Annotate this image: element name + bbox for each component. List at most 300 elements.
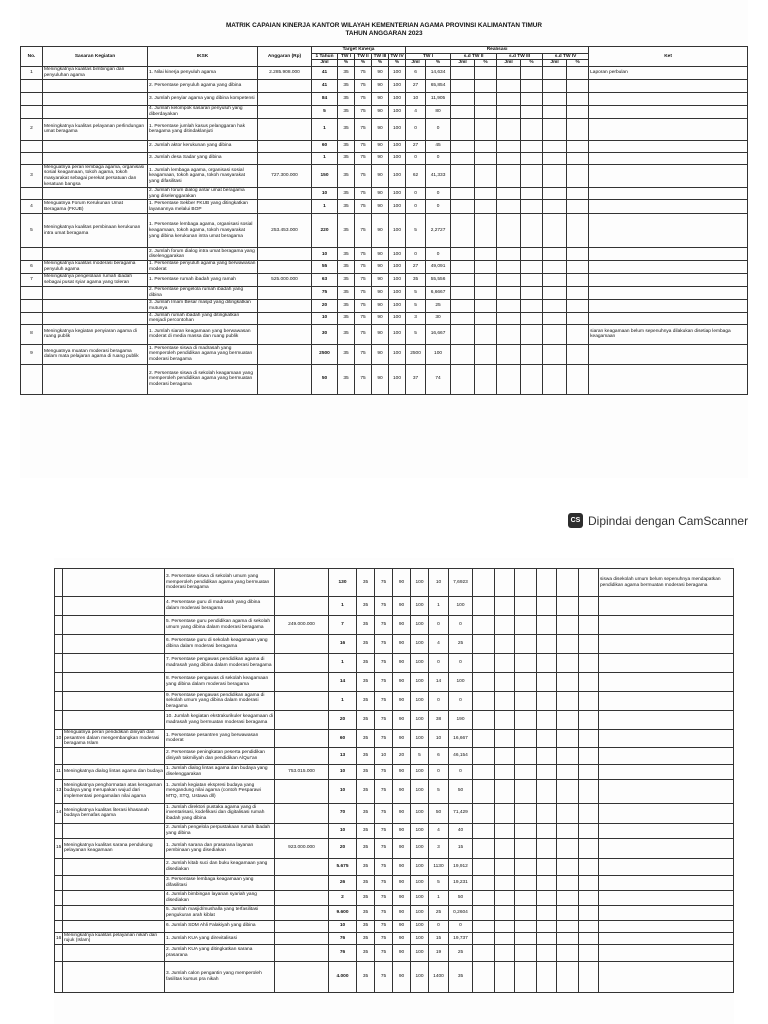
empty-realisasi-cell [543,79,567,92]
anggaran-cell [275,905,329,920]
empty-realisasi-cell [543,164,567,187]
empty-realisasi-cell [475,164,497,187]
empty-realisasi-cell [567,200,589,214]
target-tw4-cell: 100 [411,569,429,597]
empty-realisasi-cell [567,312,589,324]
target-tw1-cell: 35 [357,764,375,779]
anggaran-cell [258,105,312,118]
target-jml-cell: 75 [312,286,338,299]
target-tw2-cell: 75 [375,890,393,905]
empty-realisasi-cell [497,118,521,140]
target-tw4-cell: 100 [411,616,429,635]
empty-realisasi-cell [473,961,495,992]
target-jml-cell: 60 [312,140,338,152]
iksk-cell: 10. Jumlah kegiatan ekstrakurikuler keagamaan di madrasah yang bermuatan moderasi beragama [165,711,275,730]
empty-realisasi-cell [543,200,567,214]
ket-cell [589,248,748,261]
empty-realisasi-cell [579,961,599,992]
target-jml-cell: 10 [312,248,338,261]
table-row [55,635,734,654]
realisasi-tw1-jml-cell: 0 [406,152,426,164]
empty-realisasi-cell [451,105,475,118]
target-jml-cell: 60 [329,730,357,748]
anggaran-cell [258,324,312,344]
target-tw3-cell: 90 [393,920,411,932]
empty-realisasi-cell [567,152,589,164]
target-tw2-cell: 75 [375,823,393,838]
sasaran-cell: Meningkatnya kegiatan penyiaran agama di ruang publik [43,324,148,344]
sasaran-cell [43,152,148,164]
iksk-cell: 2. Jumlah forum dialog intra umat beragama yang diselenggarakan [148,248,258,261]
empty-realisasi-cell [515,764,537,779]
target-tw3-cell: 90 [372,92,389,105]
anggaran-cell [258,140,312,152]
anggaran-cell [275,673,329,692]
target-tw1-cell: 35 [338,164,355,187]
empty-realisasi-cell [579,747,599,764]
no-cell: 7 [21,273,43,286]
target-tw1-cell: 35 [338,140,355,152]
empty-realisasi-cell [515,932,537,944]
empty-realisasi-cell [537,779,557,803]
sasaran-cell [63,597,165,616]
empty-realisasi-cell [497,92,521,105]
target-tw4-cell: 100 [389,324,406,344]
subheader-pct: % [338,60,355,67]
target-jml-cell: 2500 [312,344,338,364]
sasaran-cell [63,890,165,905]
realisasi-tw1-jml-cell: 6 [429,747,449,764]
empty-realisasi-cell [579,944,599,961]
sasaran-cell: Menguatnya peran pendidikan diniyah dan pesantren dalam mengembangkan moderasi beragama Islam [63,730,165,748]
empty-realisasi-cell [557,764,579,779]
subheader-jml: Jml [497,60,521,67]
empty-realisasi-cell [473,569,495,597]
target-jml-cell: 10 [312,312,338,324]
no-cell: 9 [21,344,43,364]
target-tw1-cell: 35 [357,890,375,905]
iksk-cell: 1. Jumlah sarana dan prasarana layanan pembinaan yang disediakan [165,838,275,858]
empty-realisasi-cell [497,344,521,364]
ket-cell [599,890,734,905]
empty-realisasi-cell [495,616,515,635]
empty-realisasi-cell [543,188,567,200]
ket-cell [599,961,734,992]
target-tw1-cell: 35 [338,261,355,273]
target-tw2-cell: 75 [355,273,372,286]
empty-realisasi-cell [521,105,543,118]
sasaran-cell: Meningkatnya dialog lintas agama dan budaya [63,764,165,779]
empty-realisasi-cell [567,140,589,152]
target-tw4-cell: 100 [411,730,429,748]
empty-realisasi-cell [497,164,521,187]
empty-realisasi-cell [537,616,557,635]
target-tw1-cell: 35 [357,730,375,748]
empty-realisasi-cell [543,118,567,140]
target-tw1-cell: 35 [357,673,375,692]
realisasi-tw1-pct-cell: 80 [426,105,451,118]
empty-realisasi-cell [497,312,521,324]
empty-realisasi-cell [515,823,537,838]
target-tw3-cell: 90 [372,164,389,187]
realisasi-tw1-pct-cell: 100 [426,344,451,364]
target-tw1-cell: 35 [338,92,355,105]
header-tw4: TW IV [390,53,404,59]
target-tw1-cell: 35 [357,961,375,992]
no-cell [55,823,63,838]
empty-realisasi-cell [515,803,537,823]
empty-realisasi-cell [495,944,515,961]
table-row [55,905,734,920]
realisasi-tw1-jml-cell: 5 [406,214,426,248]
no-cell: 15 [55,838,63,858]
empty-realisasi-cell [557,673,579,692]
empty-realisasi-cell [475,66,497,79]
empty-realisasi-cell [495,711,515,730]
target-tw2-cell: 75 [355,364,372,394]
empty-realisasi-cell [497,66,521,79]
table-row [55,711,734,730]
target-jml-cell: 2 [329,890,357,905]
empty-realisasi-cell [543,344,567,364]
sasaran-cell: Meningkatnya penghormatan atas keragaman budaya yang merupakan wujud dari implementasi pengamalan nilai agama [63,779,165,803]
target-jml-cell: 5 [312,105,338,118]
subheader-pct: % [521,60,543,67]
anggaran-cell [275,654,329,673]
empty-realisasi-cell [473,875,495,890]
no-cell [21,79,43,92]
realisasi-tw1-jml-cell: 5 [406,286,426,299]
empty-realisasi-cell [515,905,537,920]
target-tw2-cell: 75 [375,764,393,779]
table-row [21,140,748,152]
no-cell [21,105,43,118]
target-tw2-cell: 75 [355,261,372,273]
target-tw4-cell: 100 [389,66,406,79]
table-row [21,214,748,248]
iksk-cell: 1. Persentase pesantren yang berwawasan moderat [165,730,275,748]
empty-realisasi-cell [567,118,589,140]
iksk-cell: 4. Jumlah bimbingan layanan syariah yang disediakan [165,890,275,905]
iksk-cell: 2. Persentase penyuluh agama yang dibina [148,79,258,92]
target-tw3-cell: 90 [393,890,411,905]
empty-realisasi-cell [543,92,567,105]
empty-realisasi-cell [497,214,521,248]
target-tw4-cell: 100 [389,152,406,164]
target-tw4-cell: 100 [411,654,429,673]
sasaran-cell [63,944,165,961]
target-tw2-cell: 75 [375,616,393,635]
iksk-cell: 2. Persentase peningkatan peserta pendidikan diniyah takmiliyah dan pendidikan AlQur'an [165,747,275,764]
table-row [21,286,748,299]
target-jml-cell: 1 [329,597,357,616]
realisasi-tw1-pct-cell: 100 [449,673,473,692]
target-jml-cell: 5.675 [329,858,357,875]
table-row [21,152,748,164]
anggaran-cell [258,312,312,324]
empty-realisasi-cell [515,858,537,875]
realisasi-tw1-jml-cell: 4 [406,105,426,118]
realisasi-tw1-pct-cell: 11,905 [426,92,451,105]
table-row [21,273,748,286]
empty-realisasi-cell [475,261,497,273]
empty-realisasi-cell [473,654,495,673]
target-tw1-cell: 35 [357,597,375,616]
no-cell [21,299,43,312]
target-tw1-cell: 35 [338,79,355,92]
target-tw3-cell: 90 [372,344,389,364]
empty-realisasi-cell [521,152,543,164]
target-tw4-cell: 100 [389,344,406,364]
sasaran-cell [43,312,148,324]
table-row [55,858,734,875]
realisasi-tw1-jml-cell: 0 [429,764,449,779]
anggaran-cell [275,875,329,890]
empty-realisasi-cell [567,324,589,344]
empty-realisasi-cell [537,635,557,654]
header-r-sd-tw3: s.d TW III [497,53,543,60]
empty-realisasi-cell [521,164,543,187]
target-jml-cell: 1 [329,692,357,711]
realisasi-tw1-pct-cell: 49,091 [426,261,451,273]
target-tw3-cell: 90 [393,730,411,748]
no-cell [55,711,63,730]
realisasi-tw1-pct-cell: 6,6667 [426,286,451,299]
target-tw2-cell: 75 [355,105,372,118]
header-ket: Ket [589,47,748,67]
realisasi-tw1-jml-cell: 15 [429,932,449,944]
target-tw4-cell: 100 [389,105,406,118]
ket-cell [589,299,748,312]
empty-realisasi-cell [497,261,521,273]
anggaran-cell [275,961,329,992]
realisasi-tw1-pct-cell: 190 [449,711,473,730]
realisasi-tw1-pct-cell: 0 [449,692,473,711]
target-tw3-cell: 90 [393,711,411,730]
no-cell [55,920,63,932]
empty-realisasi-cell [543,364,567,394]
ket-cell [599,858,734,875]
target-jml-cell: 70 [329,803,357,823]
iksk-cell: 2. Jumlah KUA yang ditingkatkan sarana prasarana [165,944,275,961]
empty-realisasi-cell [537,673,557,692]
target-tw4-cell: 100 [411,890,429,905]
empty-realisasi-cell [579,597,599,616]
table-row [21,324,748,344]
realisasi-tw1-jml-cell: 0 [429,616,449,635]
anggaran-cell [258,286,312,299]
realisasi-tw1-jml-cell: 1 [429,597,449,616]
empty-realisasi-cell [515,635,537,654]
anggaran-cell [258,261,312,273]
target-tw4-cell: 100 [411,961,429,992]
ket-cell [599,711,734,730]
iksk-cell: 1. Nilai kinerja penyuluh agama [148,66,258,79]
target-jml-cell: 63 [312,273,338,286]
iksk-cell: 8. Persentase pengawas di sekolah keagamaan yang dibina dalam moderasi beragama [165,673,275,692]
sasaran-cell [43,79,148,92]
doc-title: MATRIK CAPAIAN KINERJA KANTOR WILAYAH KEMENTERIAN AGAMA PROVINSI KALIMANTAN TIMUR [225,22,543,29]
sasaran-cell [63,692,165,711]
table-row [21,248,748,261]
empty-realisasi-cell [475,152,497,164]
empty-realisasi-cell [543,286,567,299]
subheader-jml: Jml [312,60,338,67]
empty-realisasi-cell [537,597,557,616]
empty-realisasi-cell [451,273,475,286]
empty-realisasi-cell [475,324,497,344]
empty-realisasi-cell [495,730,515,748]
target-tw3-cell: 90 [372,140,389,152]
table-row [55,730,734,748]
table-row [21,79,748,92]
target-tw2-cell: 10 [375,747,393,764]
ket-cell [589,312,748,324]
table-row [55,673,734,692]
realisasi-tw1-pct-cell: 74 [426,364,451,394]
empty-realisasi-cell [495,597,515,616]
target-tw4-cell: 100 [411,823,429,838]
target-tw2-cell: 75 [375,905,393,920]
empty-realisasi-cell [473,890,495,905]
empty-realisasi-cell [579,779,599,803]
target-tw4-cell: 5 [411,747,429,764]
target-tw2-cell: 75 [375,875,393,890]
anggaran-cell [258,152,312,164]
target-tw4-cell: 100 [389,164,406,187]
empty-realisasi-cell [451,152,475,164]
empty-realisasi-cell [579,858,599,875]
no-cell [55,597,63,616]
empty-realisasi-cell [497,152,521,164]
target-tw3-cell: 90 [393,858,411,875]
empty-realisasi-cell [521,66,543,79]
anggaran-cell [258,92,312,105]
page-2 [54,558,734,1024]
subheader-pct: % [426,60,451,67]
ket-cell [599,944,734,961]
ket-cell [599,616,734,635]
empty-realisasi-cell [537,858,557,875]
no-cell [55,569,63,597]
empty-realisasi-cell [557,569,579,597]
empty-realisasi-cell [557,597,579,616]
empty-realisasi-cell [543,248,567,261]
sasaran-cell: Meningkatnya kualitas pembinaan kerukunan intra umat beragama [43,214,148,248]
iksk-cell: 1. Persentase jumlah kasus pelanggaran hak beragama yang ditindaklanjuti [148,118,258,140]
realisasi-tw1-pct-cell: 0 [426,152,451,164]
iksk-cell: 1. Persentase siswa di madrasah yang memperoleh pendidikan agama yang bermuatan moderasi beragama [148,344,258,364]
empty-realisasi-cell [451,66,475,79]
no-cell [21,286,43,299]
empty-realisasi-cell [579,932,599,944]
empty-realisasi-cell [451,248,475,261]
empty-realisasi-cell [495,932,515,944]
empty-realisasi-cell [557,920,579,932]
target-tw4-cell: 100 [389,79,406,92]
empty-realisasi-cell [451,92,475,105]
target-tw4-cell: 100 [411,779,429,803]
anggaran-cell [275,858,329,875]
target-tw4-cell: 100 [389,248,406,261]
table-row [21,105,748,118]
target-jml-cell: 10 [329,920,357,932]
empty-realisasi-cell [557,803,579,823]
no-cell: 11 [55,764,63,779]
ket-cell [599,905,734,920]
no-cell [21,312,43,324]
empty-realisasi-cell [567,261,589,273]
realisasi-tw1-pct-cell: 16,667 [449,730,473,748]
empty-realisasi-cell [557,730,579,748]
realisasi-tw1-pct-cell: 16,667 [426,324,451,344]
empty-realisasi-cell [475,79,497,92]
empty-realisasi-cell [515,838,537,858]
target-tw2-cell: 75 [375,838,393,858]
target-tw1-cell: 35 [338,286,355,299]
empty-realisasi-cell [579,803,599,823]
sasaran-cell: Menguatnya muatan moderasi beragama dalam mata pelajaran agama di ruang publik [43,344,148,364]
sasaran-cell: Meningkatnya kualitas pelayanan nikah dan rujuk (Islam) [63,932,165,944]
realisasi-tw1-jml-cell: 50 [429,803,449,823]
empty-realisasi-cell [543,105,567,118]
target-tw4-cell: 100 [389,188,406,200]
target-jml-cell: 220 [312,214,338,248]
anggaran-cell [275,692,329,711]
no-cell: 2 [21,118,43,140]
target-jml-cell: 1 [329,654,357,673]
sasaran-cell: Meningkatnya pengelolaan rumah ibadah sebagai pusat syiar agama yang toleran [43,273,148,286]
target-tw2-cell: 75 [355,188,372,200]
subheader-jml: Jml [543,60,567,67]
table-row [21,188,748,200]
realisasi-tw1-jml-cell: 10 [429,730,449,748]
anggaran-cell: 253.453.000 [258,214,312,248]
empty-realisasi-cell [475,188,497,200]
target-tw1-cell: 35 [338,312,355,324]
realisasi-tw1-jml-cell: 38 [429,711,449,730]
target-tw4-cell: 100 [411,711,429,730]
target-tw3-cell: 90 [393,932,411,944]
anggaran-cell [258,79,312,92]
empty-realisasi-cell [495,635,515,654]
ket-cell [599,838,734,858]
realisasi-tw1-pct-cell: 7,6923 [449,569,473,597]
target-tw3-cell: 90 [372,152,389,164]
empty-realisasi-cell [579,654,599,673]
realisasi-tw1-jml-cell: 0 [429,654,449,673]
target-tw1-cell: 35 [357,823,375,838]
empty-realisasi-cell [515,569,537,597]
target-tw3-cell: 90 [393,823,411,838]
anggaran-cell: 249.000.000 [275,616,329,635]
empty-realisasi-cell [521,299,543,312]
target-tw1-cell: 35 [357,569,375,597]
sasaran-cell [43,364,148,394]
camscanner-label: Dipindai dengan CamScanner [588,513,749,528]
anggaran-cell [275,932,329,944]
table-row [55,823,734,838]
sasaran-cell [63,920,165,932]
realisasi-tw1-pct-cell: 0 [449,764,473,779]
sasaran-cell [63,823,165,838]
iksk-cell: 1. Persentase Sekber FKUB yang ditingkatkan layanannya melalui BOP [148,200,258,214]
empty-realisasi-cell [475,299,497,312]
realisasi-tw1-jml-cell: 27 [406,140,426,152]
empty-realisasi-cell [537,654,557,673]
empty-realisasi-cell [579,635,599,654]
anggaran-cell [258,188,312,200]
